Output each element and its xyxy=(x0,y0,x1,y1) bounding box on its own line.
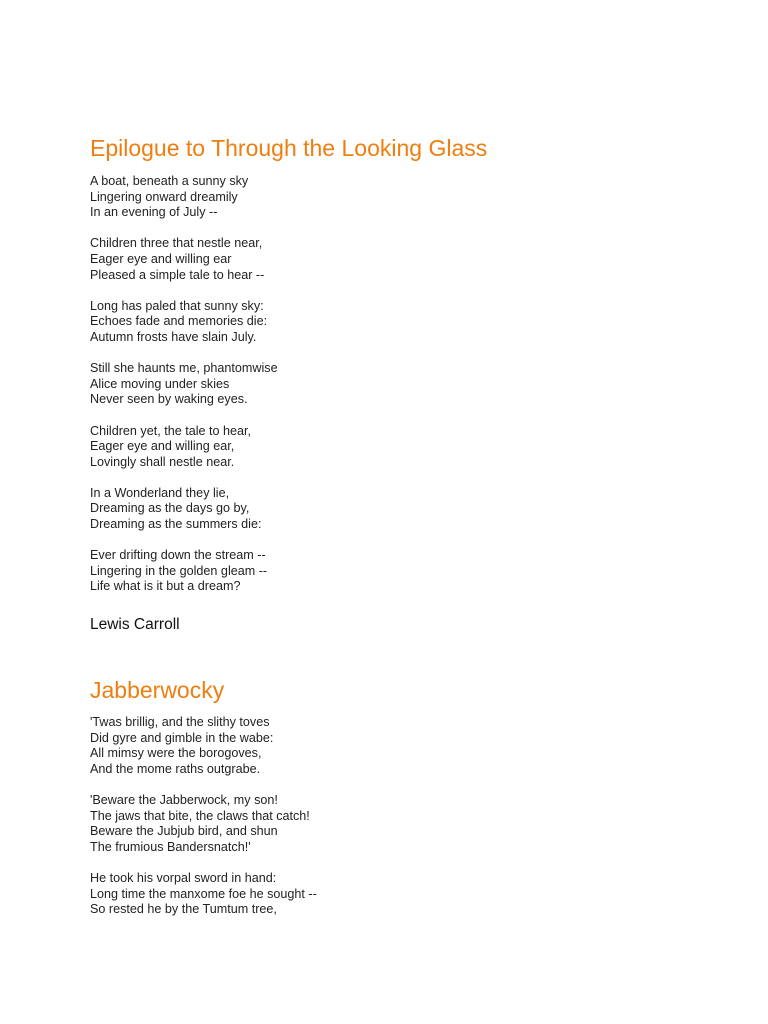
poem-line: Did gyre and gimble in the wabe: xyxy=(90,730,274,745)
poem-line: Never seen by waking eyes. xyxy=(90,392,248,407)
poem-line: Ever drifting down the stream -- xyxy=(90,548,266,563)
poem-body xyxy=(90,174,278,611)
poem-line: Dreaming as the summers die: xyxy=(90,517,262,532)
poem-line: Alice moving under skies xyxy=(90,376,230,391)
poem-line: He took his vorpal sword in hand: xyxy=(90,870,277,885)
poem-line: A boat, beneath a sunny sky xyxy=(90,174,249,188)
poem-line: Lingering in the golden gleam -- xyxy=(90,563,268,578)
poem-line: The frumious Bandersnatch!' xyxy=(90,839,251,854)
poem-line: 'Beware the Jabberwock, my son! xyxy=(90,792,278,807)
poem-line: Lovingly shall nestle near. xyxy=(90,454,235,469)
stanza xyxy=(90,236,278,283)
poem-line: All mimsy were the borogoves, xyxy=(90,746,262,761)
stanza xyxy=(90,361,278,408)
poem-line: Eager eye and willing ear, xyxy=(90,439,235,454)
poem-line: Dreaming as the days go by, xyxy=(90,501,250,516)
stanza xyxy=(90,174,278,221)
poem-title: Epilogue to Through the Looking Glass xyxy=(90,135,488,161)
poem-line: Echoes fade and memories die: xyxy=(90,314,268,329)
poem-line: 'Twas brillig, and the slithy toves xyxy=(90,715,270,729)
poem-line: Long time the manxome foe he sought -- xyxy=(90,886,317,901)
stanza xyxy=(90,715,317,777)
poem-title: Jabberwocky xyxy=(90,677,225,703)
poem-body xyxy=(90,715,317,933)
stanza xyxy=(90,548,278,595)
poem-line: Pleased a simple tale to hear -- xyxy=(90,267,265,282)
poem-line: Beware the Jubjub bird, and shun xyxy=(90,824,278,839)
poem-line: Autumn frosts have slain July. xyxy=(90,329,257,344)
poem-line: In an evening of July -- xyxy=(90,205,218,220)
stanza xyxy=(90,871,317,918)
poem-line: Life what is it but a dream? xyxy=(90,579,241,594)
poem-line: Children yet, the tale to hear, xyxy=(90,423,252,438)
poem-line: Children three that nestle near, xyxy=(90,236,263,251)
poem-line: The jaws that bite, the claws that catch! xyxy=(90,808,310,823)
poem-line: Eager eye and willing ear xyxy=(90,251,232,266)
poem-author: Lewis Carroll xyxy=(90,616,180,633)
poem-line: So rested he by the Tumtum tree, xyxy=(90,902,277,917)
poem-line: Still she haunts me, phantomwise xyxy=(90,361,278,376)
poem-line: And the mome raths outgrabe. xyxy=(90,761,261,776)
stanza xyxy=(90,486,278,533)
stanza xyxy=(90,424,278,471)
poem-line: Lingering onward dreamily xyxy=(90,189,238,204)
stanza xyxy=(90,299,278,346)
poem-line: Long has paled that sunny sky: xyxy=(90,298,264,313)
stanza xyxy=(90,793,317,855)
poem-line: In a Wonderland they lie, xyxy=(90,485,230,500)
